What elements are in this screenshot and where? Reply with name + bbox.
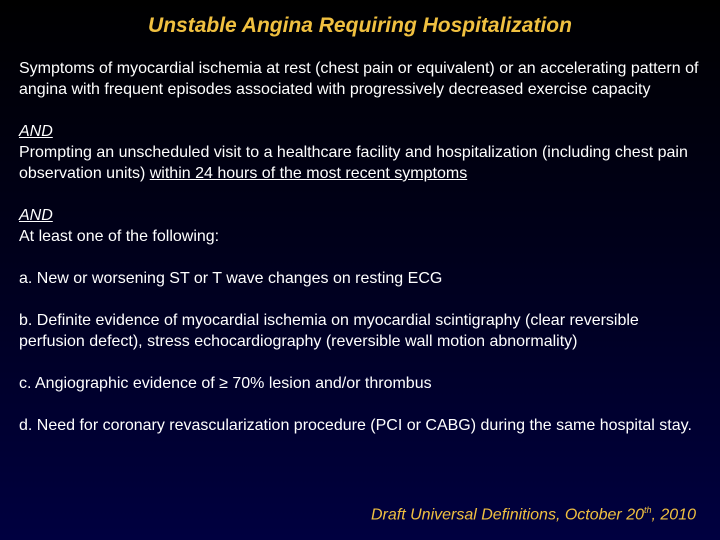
prompting-text: Prompting an unscheduled visit to a healthcare facility and hospitalization (including chest pain observation units): [19, 144, 688, 182]
slide-title: Unstable Angina Requiring Hospitalization: [148, 14, 572, 37]
criterion-a: a. New or worsening ST or T wave changes on resting ECG: [19, 270, 443, 287]
and-label-2: AND: [19, 207, 53, 224]
source-year: , 2010: [651, 506, 696, 524]
criterion-b: b. Definite evidence of myocardial ischemia on myocardial scintigraphy (clear reversible perfusion defect), stress echocardiography (reversible wall motion abnormality): [19, 312, 639, 350]
time-window-text: within 24 hours of the most recent symptoms: [149, 165, 468, 182]
criteria-body: [19, 58, 709, 436]
source-citation: [371, 505, 696, 524]
and-keyword-1: [19, 121, 709, 142]
criterion-d: d. Need for coronary revascularization procedure (PCI or CABG) during the same hospital stay.: [19, 417, 692, 434]
symptoms-paragraph: Symptoms of myocardial ischemia at rest (chest pain or equivalent) or an accelerating pattern of angina with frequent episodes associated with progressively decreased exercise capacity: [19, 60, 699, 98]
source-superscript: th: [644, 505, 652, 515]
at-least-one-text: At least one of the following:: [19, 228, 220, 245]
and-keyword-2: [19, 205, 709, 226]
prompting-paragraph: [19, 142, 709, 184]
criterion-c: c. Angiographic evidence of ≥ 70% lesion and/or thrombus: [19, 375, 432, 392]
and-label-1: AND: [19, 123, 53, 140]
source-text: Draft Universal Definitions, October 20: [371, 506, 644, 524]
